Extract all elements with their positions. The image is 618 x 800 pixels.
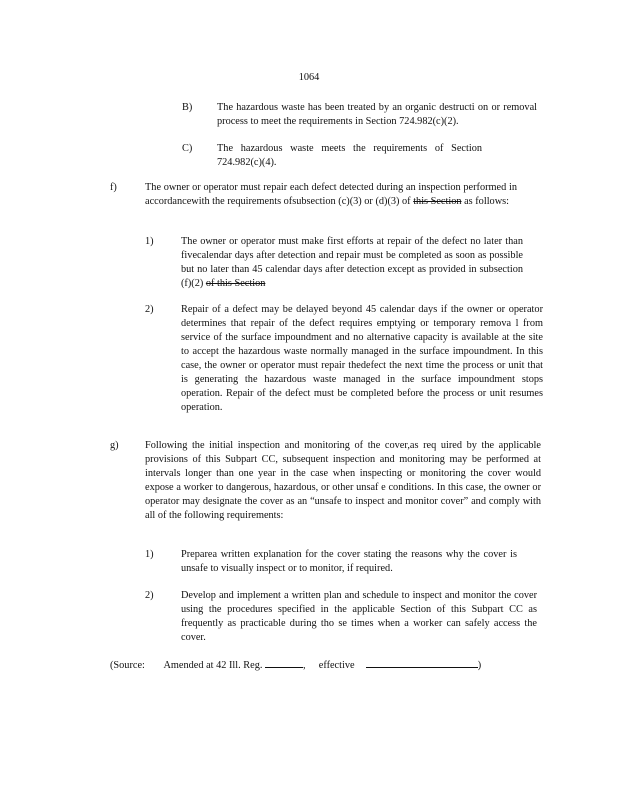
source-amended: Amended at 42 Ill. Reg. [163, 660, 263, 671]
source-note [110, 657, 510, 673]
subsection-f-label: f) [110, 182, 117, 193]
subsection-f-1-text-main: The owner or operator must make first efforts at repair of the defect no later than fivecalendar days after detection and repair must be completed as soon as possible but no later than 45 calendar days after detection except as provided in subsection (f)(2) [181, 236, 523, 289]
subsection-g-label: g) [110, 440, 119, 451]
subsection-b-text: The hazardous waste has been treated by an organic destructi on or removal process to meet the requirements in Section 724.982(c)(2). [217, 102, 537, 127]
subsection-b-label: B) [182, 102, 193, 113]
source-effective: effective [318, 660, 355, 671]
subsection-c-label: C) [182, 143, 193, 154]
subsection-f-text [145, 181, 517, 209]
subsection-f-2-text: Repair of a defect may be delayed beyond 45 calendar days if the owner or operator determines that repair of the defect requires emptying or temporary remova l from service of the surface impoundment and no alternative capacity is available at the site to accept the hazardous waste normally managed in the surface impoundment. In this case, the owner or operator must repair thedefect the next time the process or unit that is generating the hazardous waste managed in the surface impoundment stops operation. Repair of the defect must be completed before the process or unit resumes operation. [181, 304, 543, 413]
struck-text: of this Section [205, 278, 266, 289]
subsection-g-1-text: Preparea written explanation for the cover stating the reasons why the cover is unsafe to visually inspect or to monitor, if required. [181, 549, 517, 574]
subsection-g-2-text: Develop and implement a written plan and schedule to inspect and monitor the cover using the procedures specified in the applicable Section of this Subpart CC as frequently as practicable during tho se times when a worker can safely access the cover. [181, 590, 537, 643]
subsection-g-text: Following the initial inspection and monitoring of the cover,as req uired by the applicable provisions of this Subpart CC, subsequent inspection and monitoring may be performed at intervals longer than one year in the case when inspecting or monitoring the cover would expose a worker to dangerous, hazardous, or other unsaf e conditions. In this case, the owner or operator may designate the cover as an “unsafe to inspect and monitor cover” and comply with all of the following requirements: [145, 440, 541, 521]
subsection-f-text-main: The owner or operator must repair each defect detected during an inspection performed in accordancewith the requirements ofsubsection (c)(3) or (d)(3) of [145, 182, 517, 207]
register-blank [265, 657, 303, 668]
subsection-g-2-label: 2) [145, 590, 154, 601]
struck-text: this Section [413, 196, 462, 207]
subsection-g-1-label: 1) [145, 549, 154, 560]
subsection-f-2-label: 2) [145, 304, 154, 315]
page-number: 1064 [298, 72, 320, 83]
subsection-f-1-text [181, 235, 523, 291]
source-open: (Source: [110, 660, 145, 671]
effective-date-blank [366, 657, 478, 668]
subsection-c-text: The hazardous waste meets the requirements of Section 724.982(c)(4). [217, 143, 482, 168]
source-comma: , [303, 660, 306, 671]
source-close: ) [477, 660, 482, 671]
subsection-f-text-end: as follows: [461, 196, 510, 207]
subsection-f-1-label: 1) [145, 236, 154, 247]
